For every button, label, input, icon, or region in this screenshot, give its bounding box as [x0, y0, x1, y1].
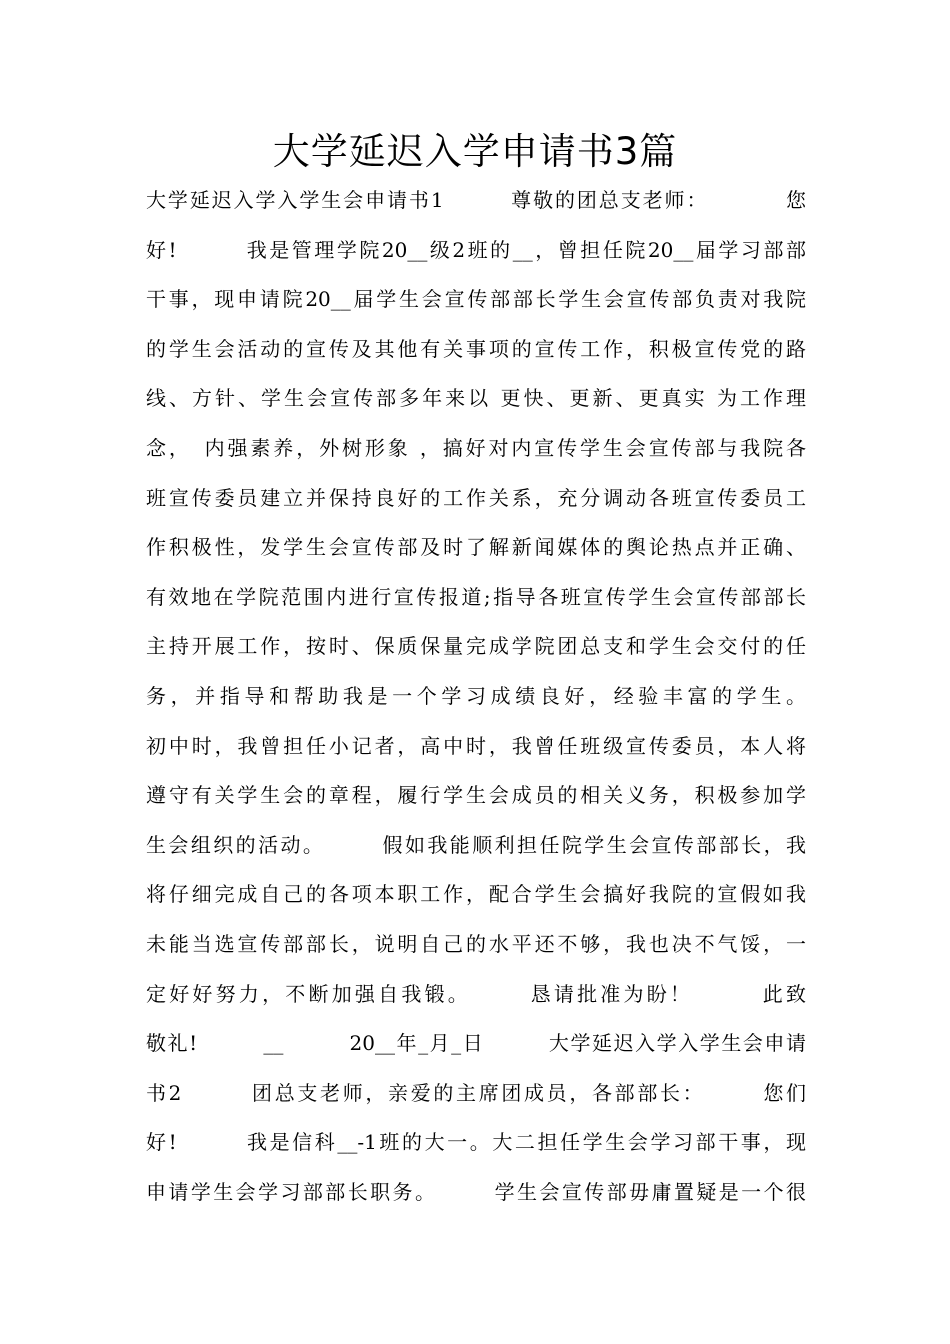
body-line: 遵守有关学生会的章程，履行学生会成员的相关义务，积极参加学 [146, 783, 806, 808]
body-line: 的学生会活动的宣传及其他有关事项的宣传工作，积极宣传党的路 [146, 336, 806, 361]
body-line: 申请学生会学习部部长职务。 学生会宣传部毋庸置疑是一个很 [146, 1179, 806, 1204]
body-line: 务，并指导和帮助我是一个学习成绩良好，经验丰富的学生。 [146, 683, 806, 708]
body-line: 念， 内强素养，外树形象 ，搞好对内宣传学生会宣传部与我院各 [146, 435, 806, 460]
body-line: 主持开展工作，按时、保质保量完成学院团总支和学生会交付的任 [146, 634, 806, 659]
document-title: 大学延迟入学申请书3篇 [272, 130, 678, 173]
body-line: 将仔细完成自己的各项本职工作，配合学生会搞好我院的宣假如我 [146, 882, 806, 907]
body-line: 定好好努力，不断加强自我锻。 恳请批准为盼！ 此致 [146, 981, 806, 1006]
body-line: 大学延迟入学入学生会申请书1 尊敬的团总支老师： 您 [146, 188, 806, 212]
body-line: 初中时，我曾担任小记者，高中时，我曾任班级宣传委员，本人将 [146, 733, 806, 758]
body-line: 有效地在学院范围内进行宣传报道;指导各班宣传学生会宣传部部长 [146, 584, 806, 609]
body-line: 未能当选宣传部部长，说明自己的水平还不够，我也决不气馁，一 [146, 931, 806, 956]
body-line: 线、方针、学生会宣传部多年来以 更快、更新、更真实 为工作理 [146, 386, 806, 411]
body-line: 敬礼! __ 20__年_月_日 大学延迟入学入学生会申请 [146, 1031, 806, 1056]
body-line: 生会组织的活动。 假如我能顺利担任院学生会宣传部部长，我 [146, 832, 806, 857]
body-line: 班宣传委员建立并保持良好的工作关系，充分调动各班宣传委员工 [146, 485, 806, 510]
body-line: 书2 团总支老师，亲爱的主席团成员，各部部长： 您们 [146, 1080, 806, 1105]
document-body [146, 176, 806, 1217]
body-line: 好! 我是信科__-1班的大一。大二担任学生会学习部干事，现 [146, 1130, 806, 1155]
body-line: 作积极性，发学生会宣传部及时了解新闻媒体的舆论热点并正确、 [146, 535, 806, 560]
body-line: 干事，现申请院20__届学生会宣传部部长学生会宣传部负责对我院 [146, 287, 806, 312]
body-line: 好! 我是管理学院20__级2班的__，曾担任院20__届学习部部 [146, 237, 806, 262]
